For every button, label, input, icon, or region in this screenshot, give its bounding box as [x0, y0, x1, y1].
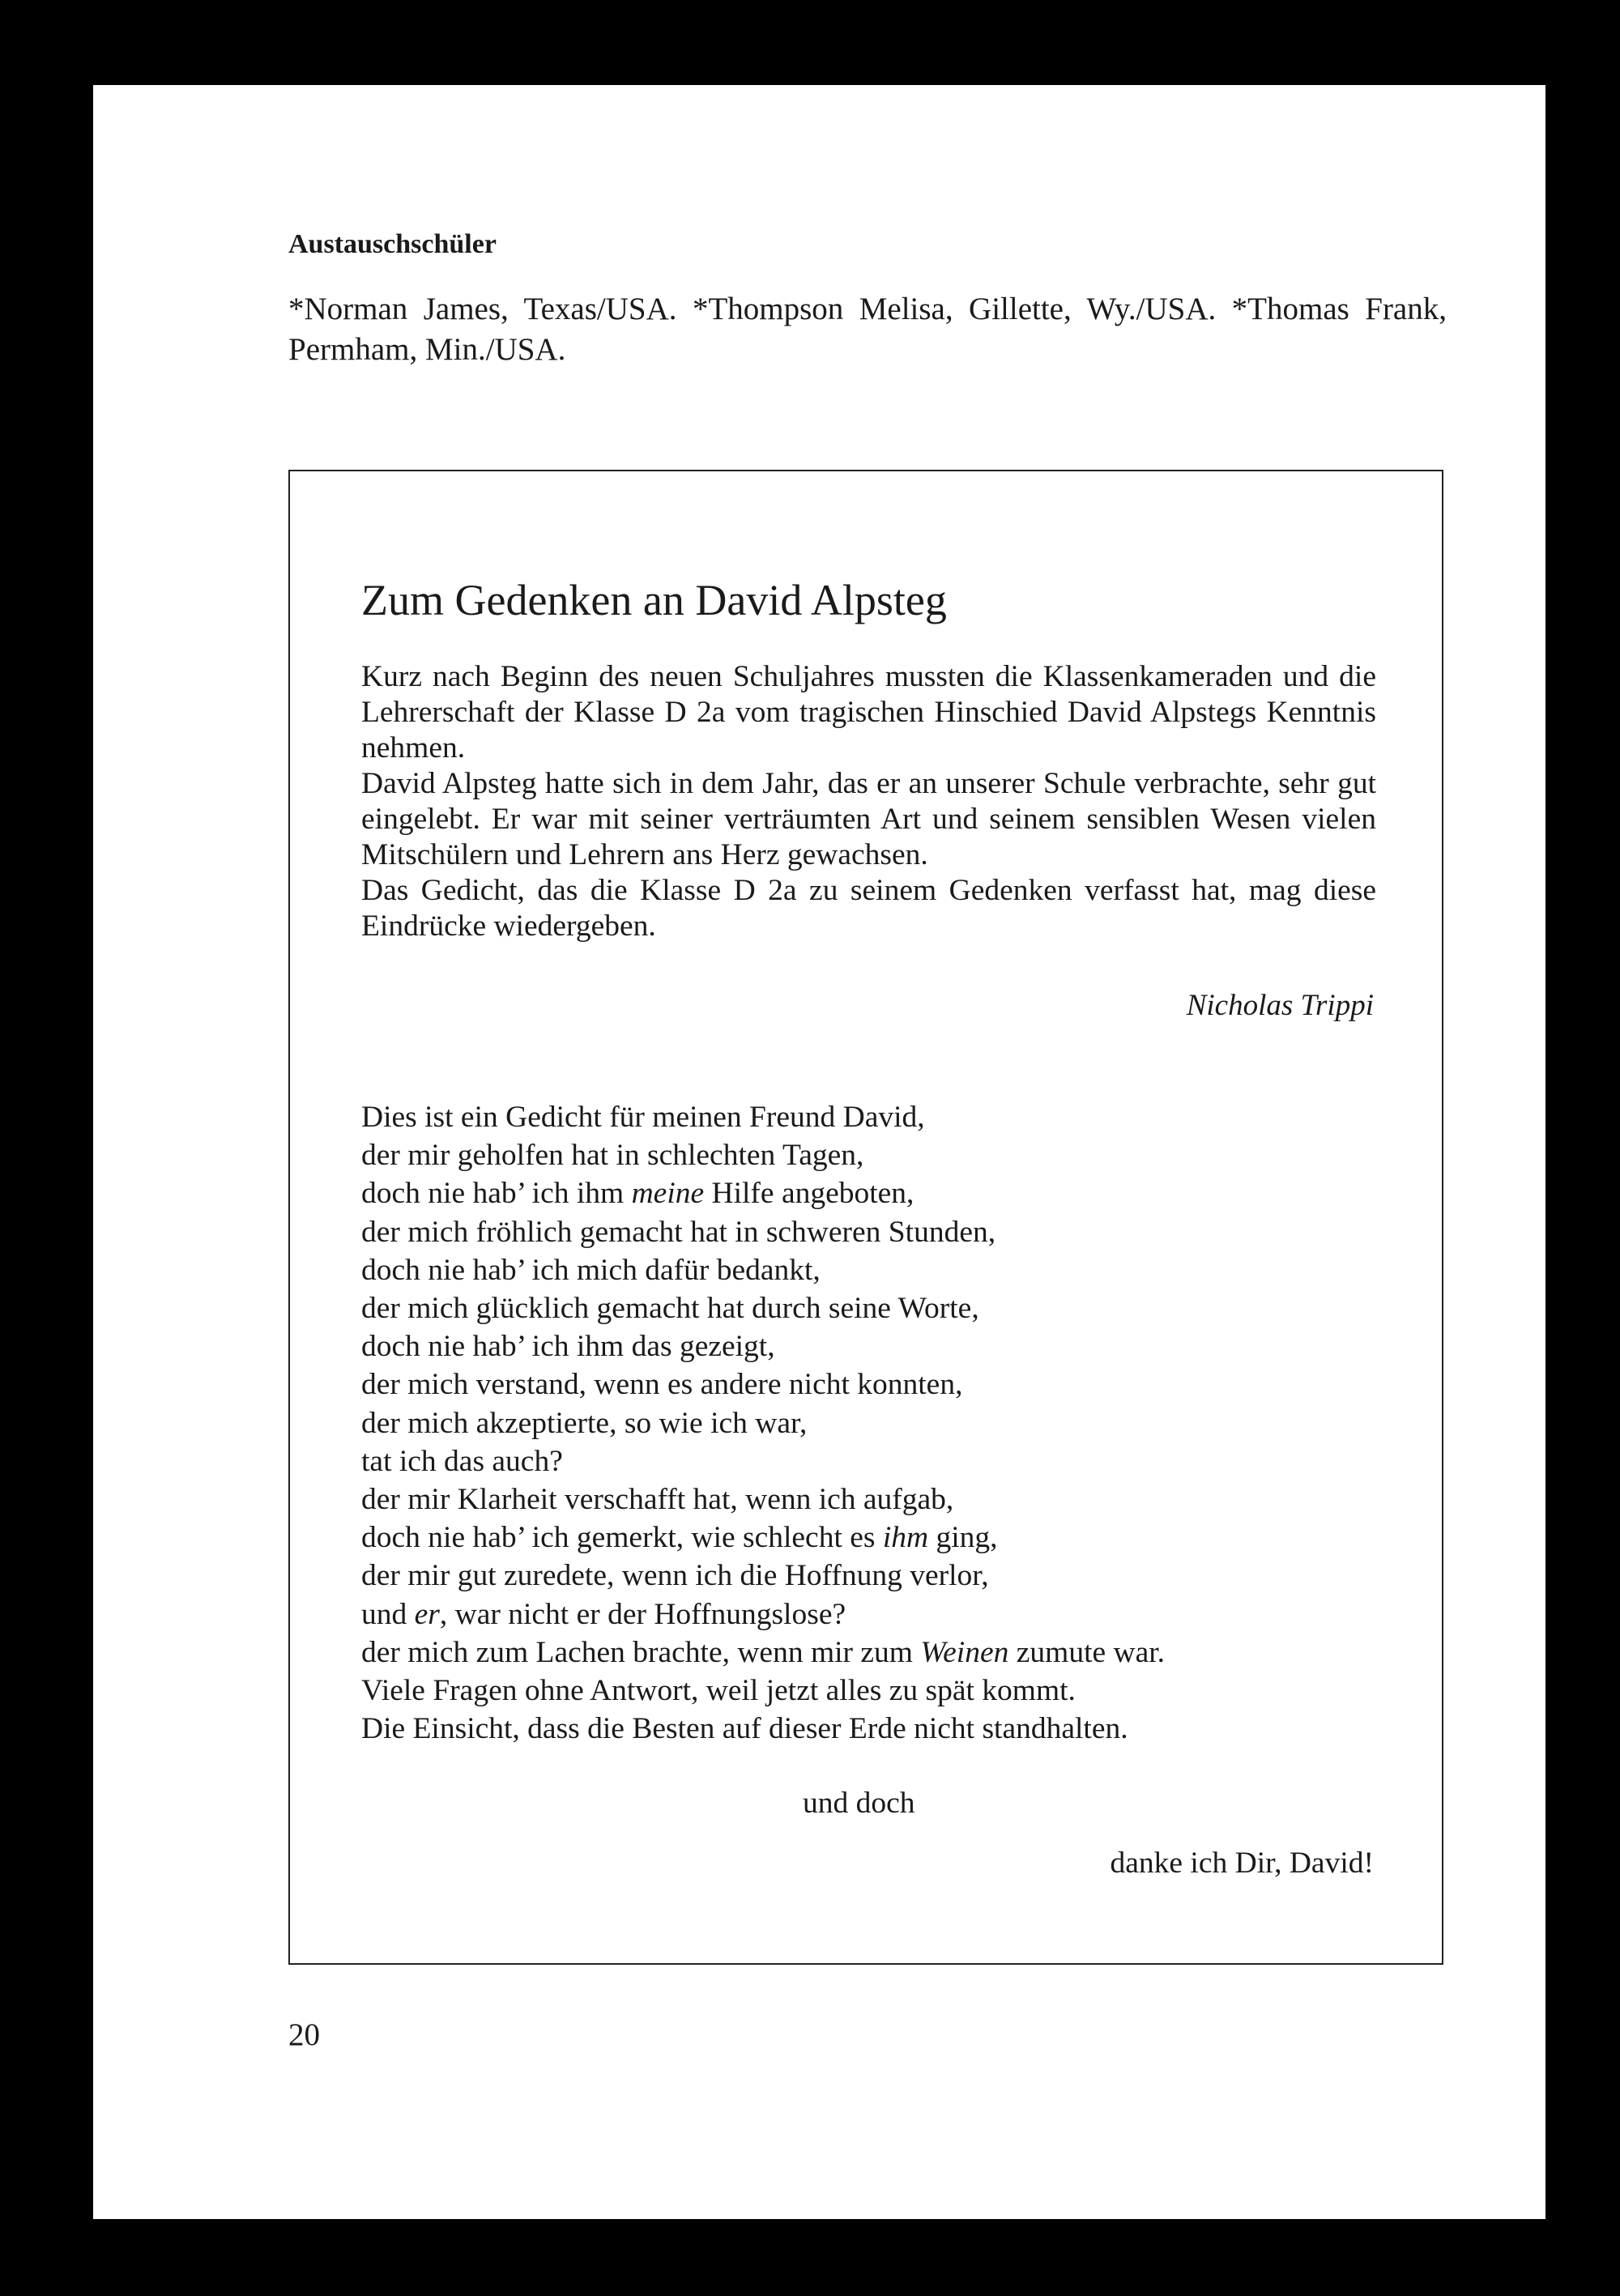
- emphasized-word: meine: [631, 1177, 705, 1211]
- poem-line: der mich verstand, wenn es andere nicht konnten,: [361, 1368, 963, 1402]
- poem-line: der mir gut zuredete, wenn ich die Hoffnung verlor,: [361, 1559, 989, 1593]
- emphasized-word: er: [414, 1597, 440, 1631]
- poem-line: der mir Klarheit verschafft hat, wenn ich aufgab,: [361, 1483, 954, 1517]
- emphasized-word: ihm: [882, 1521, 929, 1555]
- poem-line: Dies ist ein Gedicht für meinen Freund David,: [361, 1101, 925, 1134]
- memorial-box: [288, 470, 1443, 1965]
- poem-line: doch nie hab’ ich gemerkt, wie schlecht es ihm ging,: [361, 1521, 998, 1555]
- poem-line: und er, war nicht er der Hoffnungslose?: [361, 1597, 846, 1631]
- poem-line: tat ich das auch?: [361, 1444, 563, 1478]
- poem-line: Die Einsicht, dass die Besten auf dieser Erde nicht standhalten.: [361, 1712, 1128, 1746]
- exchange-students-text: *Norman James, Texas/USA. *Thompson Melisa, Gillette, Wy./USA. *Thomas Frank, Permham, Min./USA.: [288, 292, 1447, 367]
- poem-line: doch nie hab’ ich ihm das gezeigt,: [361, 1330, 775, 1364]
- poem-line: der mich zum Lachen brachte, wenn mir zum Weinen zumute war.: [361, 1635, 1166, 1669]
- poem-closing-line: und doch: [803, 1787, 915, 1820]
- poem-line: der mich akzeptierte, so wie ich war,: [361, 1406, 808, 1440]
- intro-paragraph: Kurz nach Beginn des neuen Schuljahres mussten die Klassenkameraden und die Lehrerschaft der Klasse D 2a vom tragischen Hinschied David Alpstegs Kenntnis nehmen.: [361, 660, 1376, 765]
- poem-line: der mir geholfen hat in schlechten Tagen,: [361, 1139, 864, 1173]
- poem-closing-line: danke ich Dir, David!: [1110, 1847, 1374, 1880]
- poem-line: der mich glücklich gemacht hat durch seine Worte,: [361, 1292, 979, 1326]
- intro-paragraph: Das Gedicht, das die Klasse D 2a zu seinem Gedenken verfasst hat, mag diese Eindrücke wiedergeben.: [361, 874, 1376, 943]
- page-number: 20: [288, 2017, 320, 2052]
- poem-line: doch nie hab’ ich mich dafür bedankt,: [361, 1253, 821, 1287]
- author-signature: Nicholas Trippi: [1186, 989, 1374, 1022]
- memorial-intro: [361, 659, 1376, 944]
- memorial-title: Zum Gedenken an David Alpsteg: [361, 576, 947, 624]
- poem-line: doch nie hab’ ich ihm meine Hilfe angeboten,: [361, 1177, 914, 1211]
- poem-line: Viele Fragen ohne Antwort, weil jetzt alles zu spät kommt.: [361, 1674, 1076, 1708]
- poem: [361, 1098, 1382, 1748]
- section-heading: Austauschschüler: [288, 229, 497, 259]
- document-page: [93, 85, 1545, 2219]
- emphasized-word: Weinen: [920, 1635, 1009, 1669]
- poem-line: der mich fröhlich gemacht hat in schweren Stunden,: [361, 1215, 996, 1249]
- intro-paragraph: David Alpsteg hatte sich in dem Jahr, das er an unserer Schule verbrachte, sehr gut eingelebt. Er war mit seiner verträumten Art und seinem sensiblen Wesen vielen Mitschülern und Lehrern ans Herz gewachsen.: [361, 767, 1376, 871]
